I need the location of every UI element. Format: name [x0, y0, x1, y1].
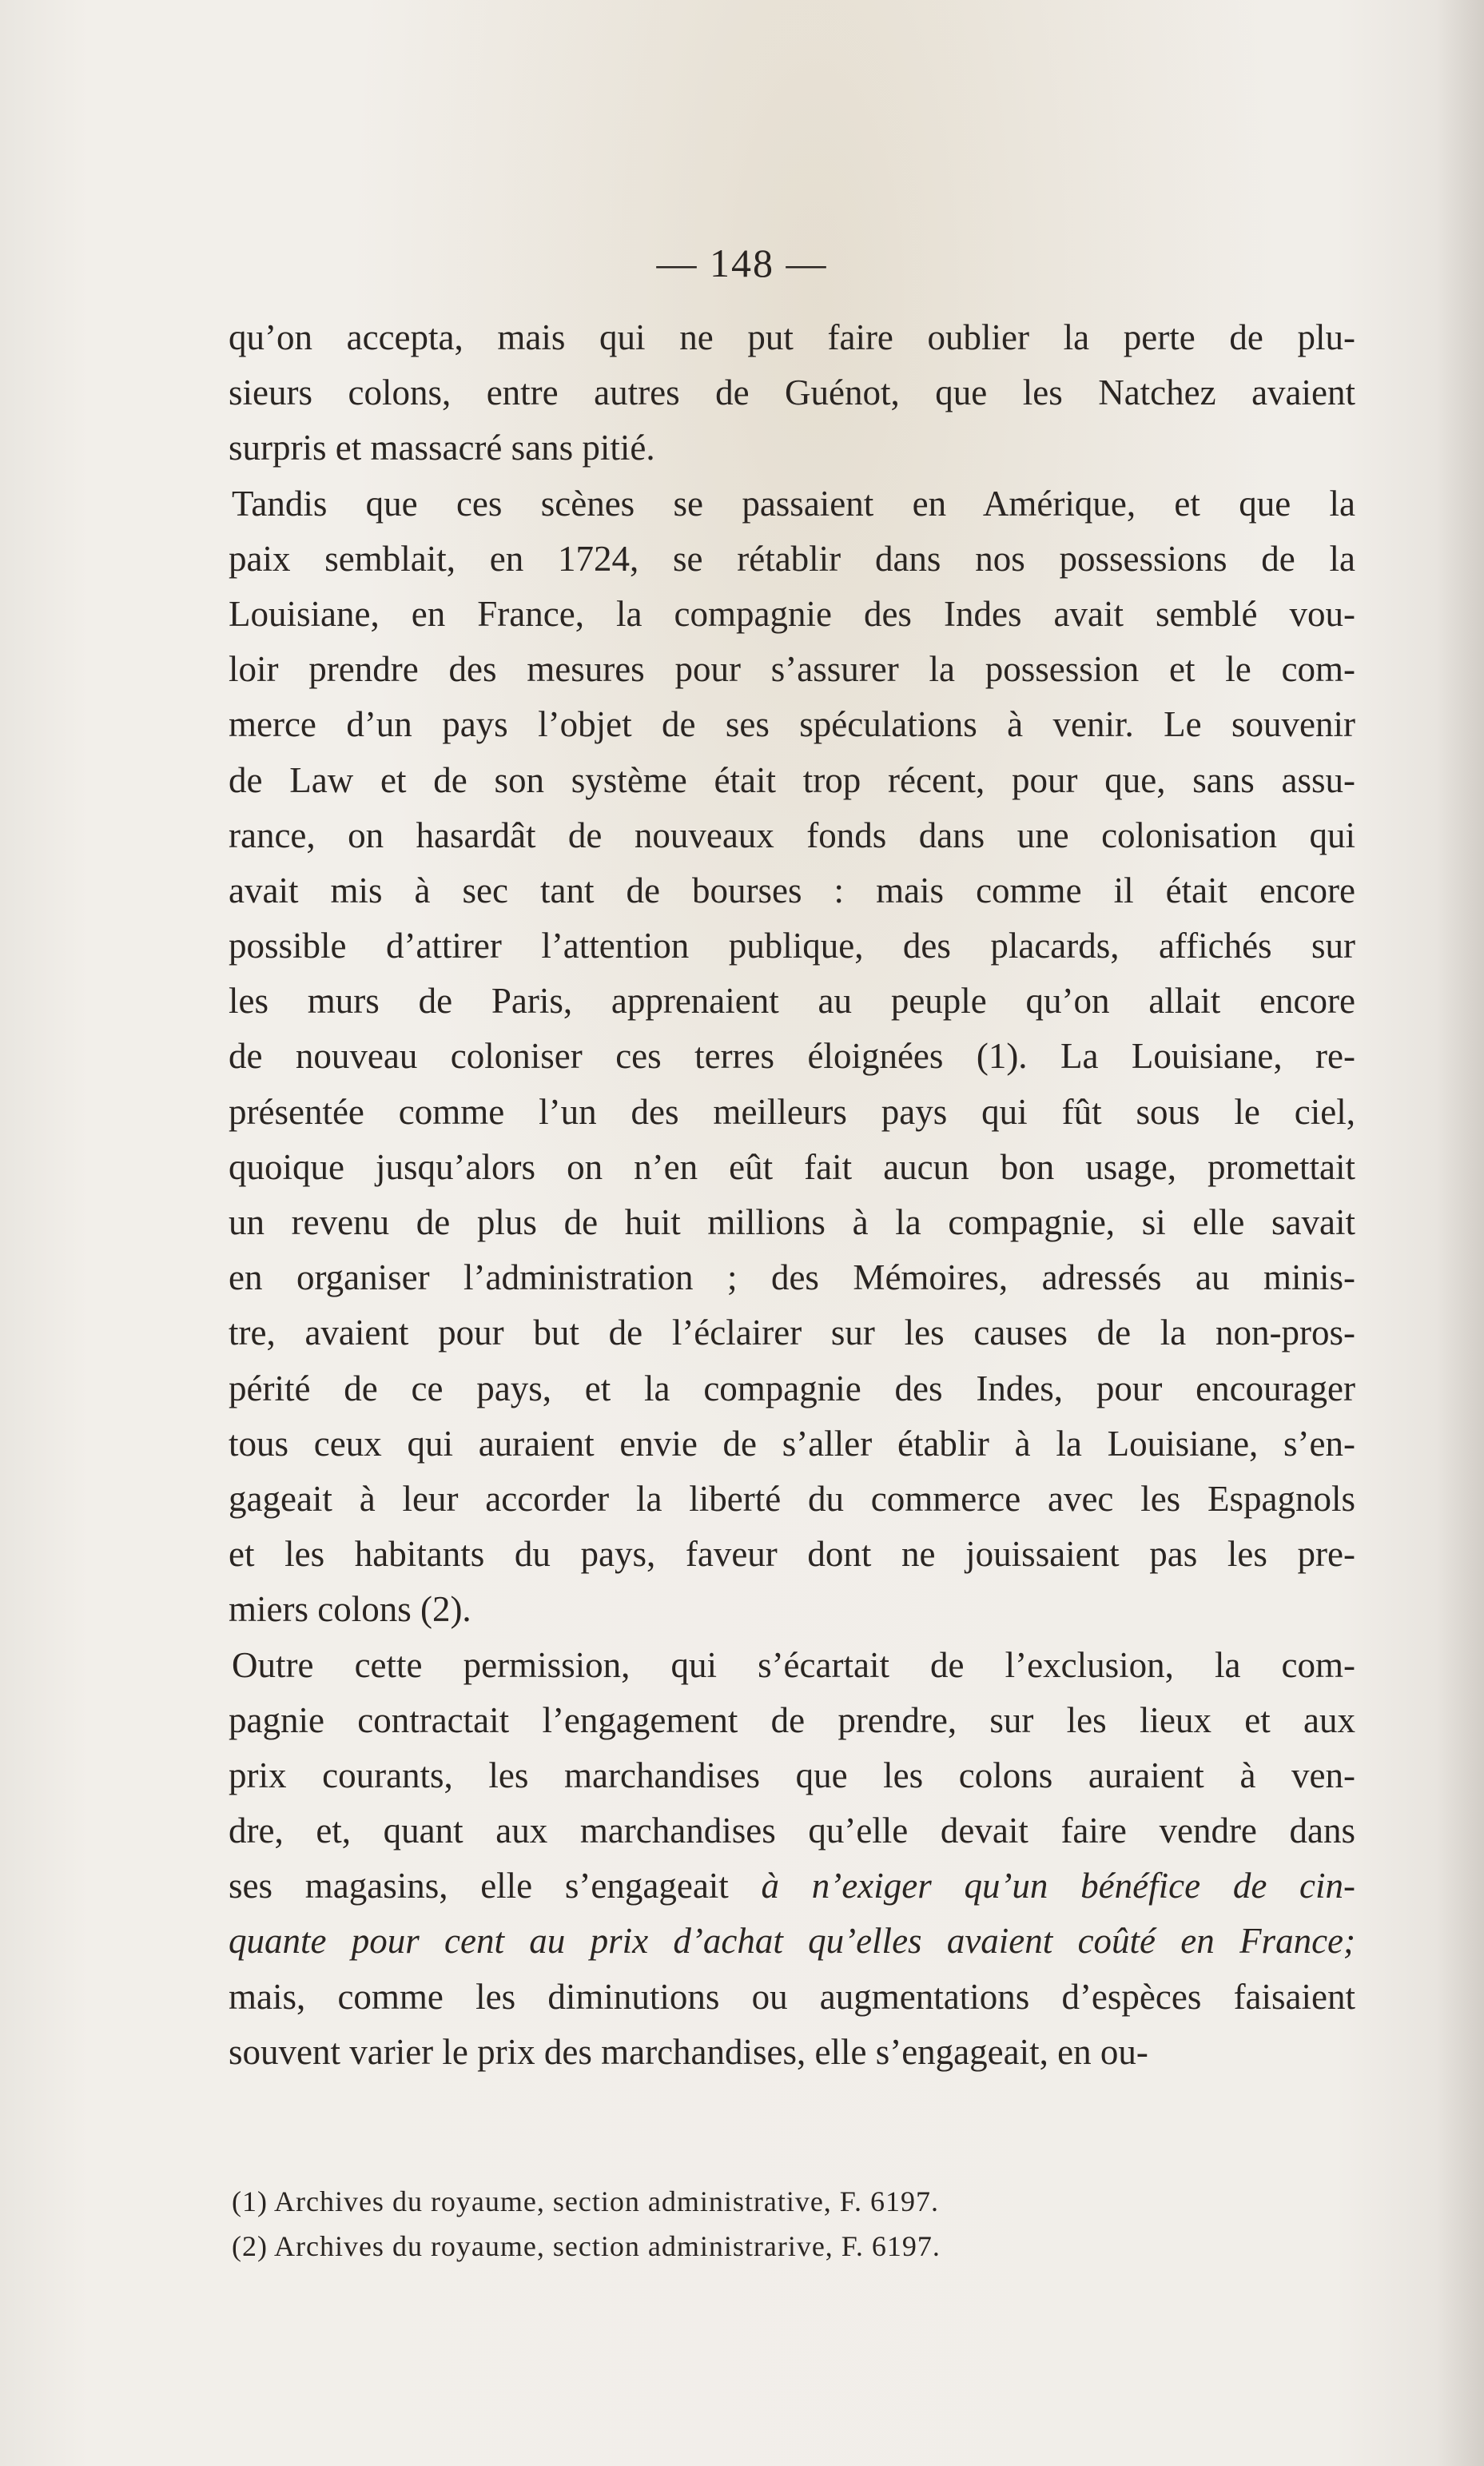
text-line	[229, 1803, 1355, 1858]
line-text: mais, comme les diminutions ou augmentations d’espèces faisaient	[229, 1976, 1355, 2017]
text-line	[229, 697, 1355, 752]
line-text: avait mis à sec tant de bourses : mais comme il était encore	[229, 870, 1355, 910]
footnotes	[229, 2179, 1355, 2269]
text-line	[229, 1527, 1355, 1582]
italic-text: à n’exiger qu’un bénéfice de cin-	[761, 1866, 1355, 1906]
text-line	[229, 1416, 1355, 1472]
text-line	[229, 310, 1355, 365]
page-number: — 148 —	[656, 241, 828, 285]
line-text: surpris et massacré sans pitié.	[229, 428, 655, 468]
text-line	[229, 1085, 1355, 1140]
text-line	[229, 974, 1355, 1029]
text-line	[229, 863, 1355, 918]
line-text: prix courants, les marchandises que les colons auraient à ven-	[229, 1755, 1355, 1795]
text-line	[229, 476, 1355, 532]
text-line	[229, 420, 1355, 476]
text-line	[229, 642, 1355, 697]
line-text: loir prendre des mesures pour s’assurer la possession et le com-	[229, 649, 1355, 690]
line-text: tre, avaient pour but de l’éclairer sur les causes de la non-pros-	[229, 1313, 1355, 1353]
line-text: Outre cette permission, qui s’écartait de l’exclusion, la com-	[232, 1644, 1355, 1685]
text-line	[229, 1361, 1355, 1416]
line-text: pagnie contractait l’engagement de prendre, sur les lieux et aux	[229, 1699, 1355, 1740]
text-line	[229, 753, 1355, 808]
text-line	[229, 2025, 1355, 2080]
text-line	[229, 1914, 1355, 1969]
text-line	[229, 1858, 1355, 1914]
line-text: miers colons (2).	[229, 1589, 471, 1630]
line-text: et les habitants du pays, faveur dont ne jouissaient pas les pre-	[229, 1534, 1355, 1575]
line-text: gageait à leur accorder la liberté du commerce avec les Espagnols	[229, 1478, 1355, 1519]
footnote-2: (2) Archives du royaume, section administrarive, F. 6197.	[232, 2230, 941, 2262]
line-text: de nouveau coloniser ces terres éloignées (1). La Louisiane, re-	[229, 1036, 1355, 1077]
line-text: merce d’un pays l’objet de ses spéculations à venir. Le souvenir	[229, 704, 1355, 745]
line-text: un revenu de plus de huit millions à la compagnie, si elle savait	[229, 1202, 1355, 1242]
line-text: ses magasins, elle s’engageait	[229, 1866, 762, 1906]
body-text	[229, 310, 1355, 2080]
page-edge-shadow	[1436, 0, 1484, 2466]
text-line	[229, 365, 1355, 420]
text-line	[229, 1472, 1355, 1527]
line-text: souvent varier le prix des marchandises, elle s’engageait, en ou-	[229, 2031, 1148, 2072]
line-text: les murs de Paris, apprenaient au peuple qu’on allait encore	[229, 981, 1355, 1022]
text-line	[229, 1305, 1355, 1360]
text-line	[229, 1970, 1355, 2025]
line-text: dre, et, quant aux marchandises qu’elle devait faire vendre dans	[229, 1811, 1355, 1851]
text-line	[229, 1029, 1355, 1084]
line-text: Tandis que ces scènes se passaient en Amérique, et que la	[232, 483, 1355, 524]
line-text: en organiser l’administration ; des Mémoires, adressés au minis-	[229, 1257, 1355, 1298]
line-text: sieurs colons, entre autres de Guénot, que les Natchez avaient	[229, 372, 1355, 413]
text-line	[229, 1140, 1355, 1195]
footnote-1: (1) Archives du royaume, section administrative, F. 6197.	[232, 2185, 939, 2217]
text-line	[229, 1582, 1355, 1637]
text-line	[229, 808, 1355, 863]
line-text: quoique jusqu’alors on n’en eût fait aucun bon usage, promettait	[229, 1146, 1355, 1187]
text-line	[229, 587, 1355, 642]
line-text: rance, on hasardât de nouveaux fonds dans une colonisation qui	[229, 815, 1355, 855]
text-line	[229, 1748, 1355, 1803]
italic-text: quante pour cent au prix d’achat qu’elles avaient coûté en France;	[229, 1921, 1355, 1962]
line-text: paix semblait, en 1724, se rétablir dans nos possessions de la	[229, 538, 1355, 579]
text-line	[229, 1693, 1355, 1748]
text-line	[229, 1250, 1355, 1305]
line-text: possible d’attirer l’attention publique, des placards, affichés sur	[229, 926, 1355, 966]
line-text: Louisiane, en France, la compagnie des Indes avait semblé vou-	[229, 593, 1355, 634]
line-text: de Law et de son système était trop récent, pour que, sans assu-	[229, 759, 1355, 800]
line-text: qu’on accepta, mais qui ne put faire oublier la perte de plu-	[229, 317, 1355, 357]
text-line	[229, 532, 1355, 587]
text-line	[229, 918, 1355, 974]
line-text: présentée comme l’un des meilleurs pays qui fût sous le ciel,	[229, 1091, 1355, 1132]
line-text: périté de ce pays, et la compagnie des Indes, pour encourager	[229, 1368, 1355, 1408]
text-line	[229, 1638, 1355, 1693]
text-line	[229, 1195, 1355, 1250]
line-text: tous ceux qui auraient envie de s’aller établir à la Louisiane, s’en-	[229, 1423, 1355, 1464]
